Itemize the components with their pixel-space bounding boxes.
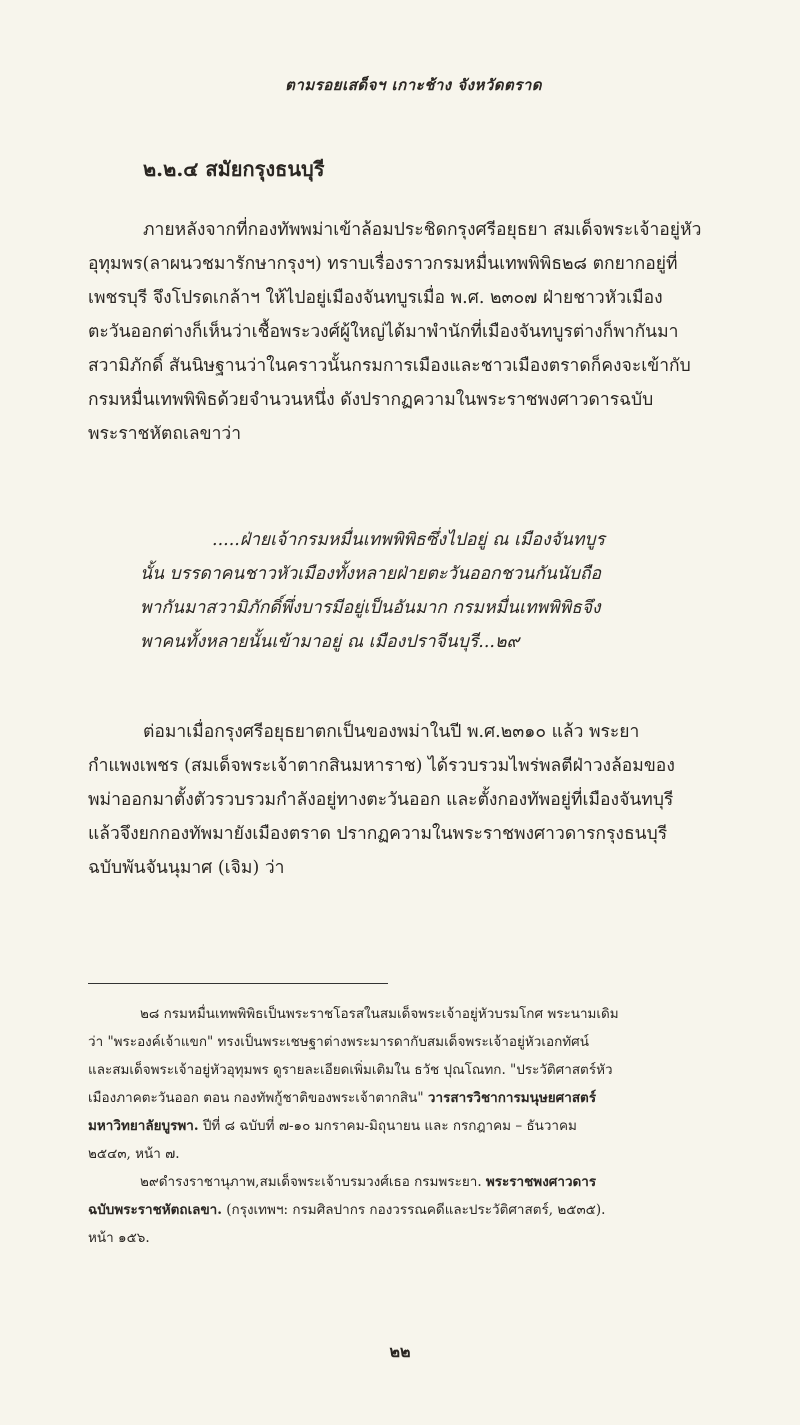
quote-line: พากันมาสวามิภักดิ์พึ่งบารมีอยู่เป็นอันมาก กรมหมื่นเทพพิพิธจึง — [140, 598, 601, 618]
paragraph-line: กรมหมื่นเทพพิพิธด้วยจำนวนหนึ่ง ดังปรากฏความในพระราชพงศาวดารฉบับ — [88, 390, 654, 410]
paragraph-line: ต่อมาเมื่อกรุงศรีอยุธยาตกเป็นของพม่าในปี พ.ศ.๒๓๑๐ แล้ว พระยา — [143, 722, 640, 742]
paragraph-line: ภายหลังจากที่กองทัพพม่าเข้าล้อมประชิดกรุงศรีอยุธยา สมเด็จพระเจ้าอยู่หัว — [143, 220, 702, 240]
footnote-line: หน้า ๑๕๖. — [88, 1230, 150, 1246]
journal-publisher: มหาวิทยาลัยบูรพา. — [88, 1118, 199, 1134]
footnote-line: ๒๕๔๓, หน้า ๗. — [88, 1146, 180, 1162]
quote-line: พาคนทั้งหลายนั้นเข้ามาอยู่ ณ เมืองปราจีนบุรี...๒๙ — [140, 632, 520, 652]
section-title: ๒.๒.๔ สมัยกรุงธนบุรี — [143, 157, 325, 181]
book-title-cont: ฉบับพระราชหัตถเลขา. — [88, 1202, 222, 1218]
footnote-line: และสมเด็จพระเจ้าอยู่หัวอุทุมพร ดูรายละเอียดเพิ่มเติมใน ธวัช ปุณโณทก. "ประวัติศาสตร์หัว — [88, 1062, 613, 1078]
paragraph-line: ตะวันออกต่างก็เห็นว่าเชื้อพระวงศ์ผู้ใหญ่ได้มาพำนักที่เมืองจันทบูรต่างก็พากันมา — [88, 322, 679, 342]
paragraph-line: แล้วจึงยกกองทัพมายังเมืองตราด ปรากฏความในพระราชพงศาวดารกรุงธนบุรี — [88, 824, 668, 844]
footnote-line — [88, 1084, 778, 1112]
footnote-divider — [88, 983, 388, 984]
page-number: ๒๒ — [389, 1342, 411, 1361]
paragraph-line: พม่าออกมาตั้งตัวรวบรวมกำลังอยู่ทางตะวันออก และตั้งกองทัพอยู่ที่เมืองจันทบุรี — [88, 790, 674, 810]
paragraph-line: เพชรบุรี จึงโปรดเกล้าฯ ให้ไปอยู่เมืองจันทบูรเมื่อ พ.ศ. ๒๓๐๗ ฝ่ายชาวหัวเมือง — [88, 288, 663, 308]
footnote-line — [88, 1196, 778, 1224]
paragraph-1 — [88, 213, 773, 451]
footnote-line: ๒๘ กรมหมื่นเทพพิพิธเป็นพระราชโอรสในสมเด็จพระเจ้าอยู่หัวบรมโกศ พระนามเดิม — [140, 1006, 619, 1022]
footnote-text: ปีที่ ๘ ฉบับที่ ๗-๑๐ มกราคม-มิถุนายน และ กรกฎาคม – ธันวาคม — [202, 1118, 577, 1134]
paragraph-line: พระราชหัตถเลขาว่า — [88, 424, 242, 444]
quotation-block — [140, 523, 605, 659]
footnote-line — [88, 1168, 778, 1196]
book-title: พระราชพงศาวดาร — [485, 1174, 597, 1190]
footnote-text: (กรุงเทพฯ: กรมศิลปากร กองวรรณคดีและประวัติศาสตร์, ๒๕๓๕). — [226, 1202, 606, 1218]
footnote-text: เมืองภาคตะวันออก ตอน กองทัพกู้ชาติของพระเจ้าตากสิน" — [88, 1090, 424, 1106]
paragraph-line: อุทุมพร(ลาผนวชมารักษากรุงฯ) ทราบเรื่องราวกรมหมื่นเทพพิพิธ๒๘ ตกยากอยู่ที่ — [88, 254, 678, 274]
quote-line: .....ฝ่ายเจ้ากรมหมื่นเทพพิพิธซึ่งไปอยู่ ณ เมืองจันทบูร — [212, 530, 605, 550]
footnote-29 — [88, 1168, 778, 1252]
footnotes — [88, 1000, 778, 1252]
footnote-line — [88, 1112, 778, 1140]
quote-line: นั้น บรรดาคนชาวหัวเมืองทั้งหลายฝ่ายตะวันออกชวนกันนับถือ — [140, 564, 602, 584]
journal-title: วารสารวิชาการมนุษยศาสตร์ — [427, 1090, 597, 1106]
footnote-line: ว่า "พระองค์เจ้าแขก" ทรงเป็นพระเชษฐาต่างพระมารดากับสมเด็จพระเจ้าอยู่หัวเอกทัศน์ — [88, 1034, 589, 1050]
paragraph-line: สวามิภักดิ์ สันนิษฐานว่าในคราวนั้นกรมการเมืองและชาวเมืองตราดก็คงจะเข้ากับ — [88, 356, 691, 376]
footnote-text: ๒๙ดำรงราชานุภาพ,สมเด็จพระเจ้าบรมวงศ์เธอ กรมพระยา. — [140, 1174, 482, 1190]
paragraph-2 — [88, 715, 773, 885]
paragraph-line: ฉบับพันจันนุมาศ (เจิม) ว่า — [88, 858, 285, 878]
footnote-28 — [88, 1000, 778, 1168]
paragraph-line: กำแพงเพชร (สมเด็จพระเจ้าตากสินมหาราช) ได้รวบรวมไพร่พลตีฝ่าวงล้อมของ — [88, 756, 675, 776]
running-head: ตามรอยเสด็จฯ เกาะช้าง จังหวัดตราด — [285, 76, 542, 94]
